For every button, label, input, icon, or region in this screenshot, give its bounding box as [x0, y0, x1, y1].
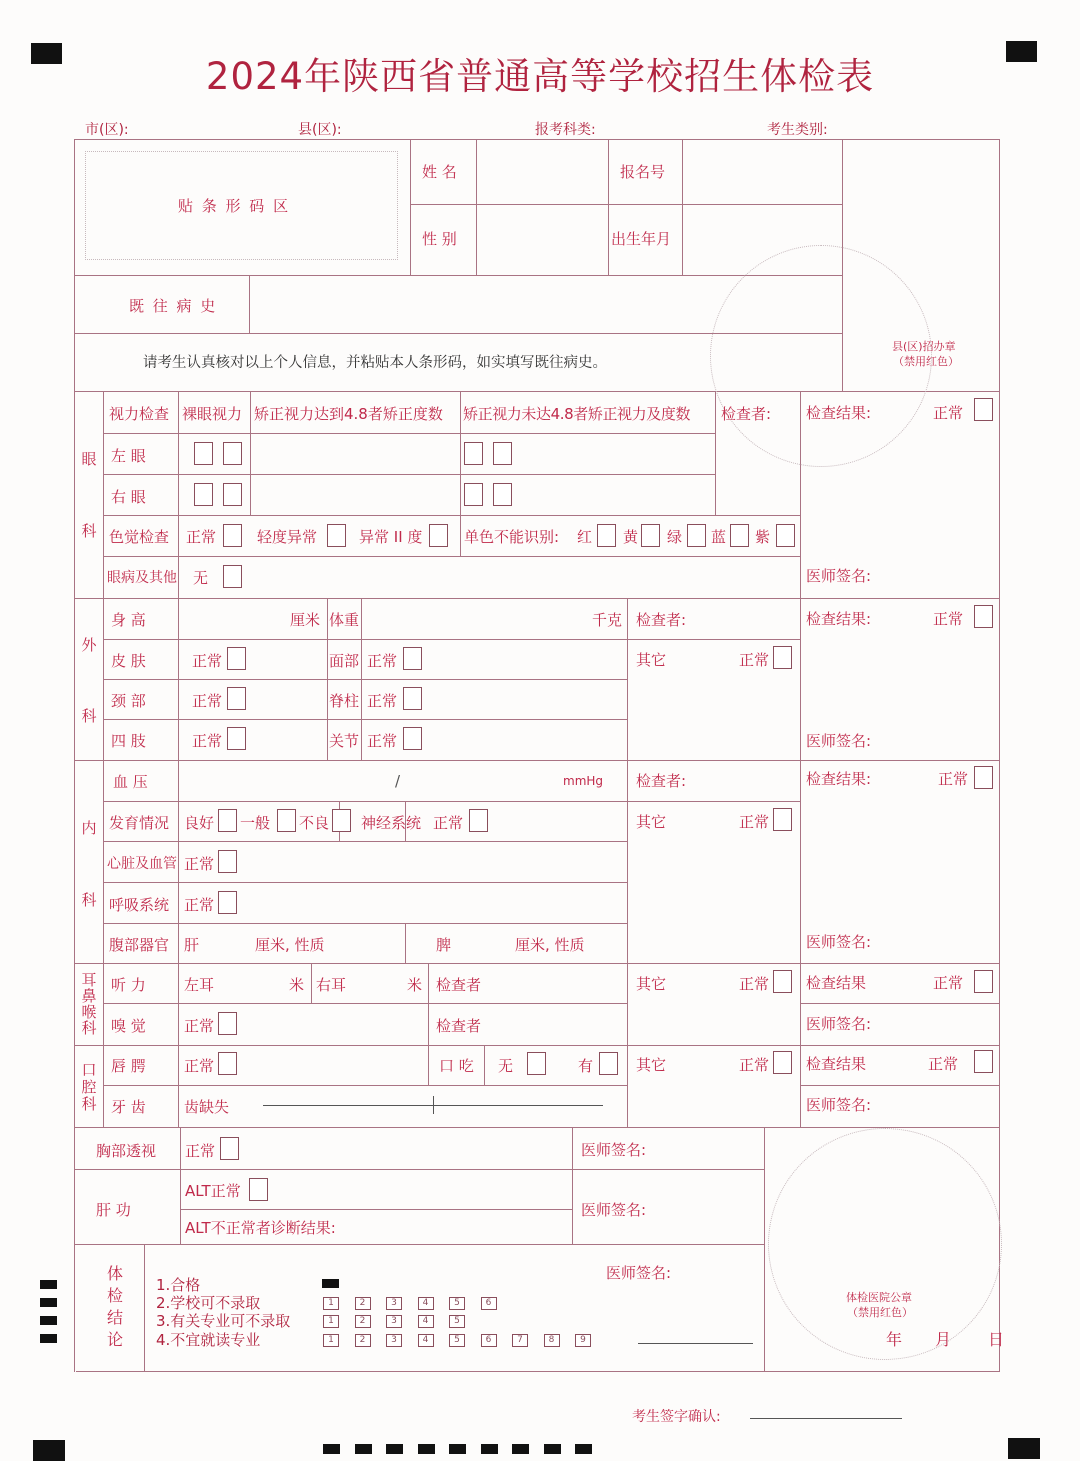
- mono-color-label: 单色不能识别:: [464, 528, 560, 546]
- dept-char: 耳: [81, 971, 97, 989]
- ent-result-normal-checkbox[interactable]: [974, 970, 993, 993]
- hospital-seal-label: 体检医院公章: [846, 1291, 912, 1304]
- right-eye-label: 右 眼: [111, 488, 146, 506]
- liver-function-label: 肝 功: [96, 1201, 131, 1219]
- oral-other-normal-checkbox[interactable]: [773, 1051, 792, 1074]
- weight-field[interactable]: [363, 600, 589, 638]
- dev-poor-label: 不良: [299, 814, 330, 832]
- conclusion-option-box[interactable]: 1: [323, 1334, 339, 1347]
- surgery-row-right-normal-checkbox[interactable]: [403, 647, 422, 670]
- dept-char: 检: [106, 1286, 123, 1305]
- smell-normal-label: 正常: [184, 1017, 215, 1035]
- color-abnormal2-checkbox[interactable]: [429, 524, 448, 547]
- right-eye-naked-digit1[interactable]: [194, 483, 213, 506]
- city-label: 市(区):: [85, 122, 129, 138]
- internal-other-normal-label: 正常: [739, 813, 770, 831]
- timing-mark-left-2: [40, 1298, 57, 1307]
- conclusion-option-box[interactable]: 8: [544, 1334, 560, 1347]
- surgery-row-normal-checkbox[interactable]: [227, 687, 246, 710]
- timing-mark-bottom: [449, 1444, 466, 1454]
- dept-char: 腔: [81, 1078, 97, 1096]
- development-label: 发育情况: [109, 814, 170, 832]
- ent-other-label: 其它: [636, 975, 667, 993]
- surgery-row-right-normal-label: 正常: [367, 692, 398, 710]
- right-eye-corrected-digit1[interactable]: [464, 483, 483, 506]
- chest-normal-label: 正常: [185, 1142, 216, 1160]
- surgery-row-right-label: 面部: [329, 652, 360, 670]
- lip-palate-normal-checkbox[interactable]: [218, 1052, 237, 1075]
- color-abnormal2-label: 异常 II 度: [359, 528, 423, 546]
- conclusion-option-box[interactable]: 1: [323, 1297, 339, 1310]
- right-ear-label: 右耳: [316, 976, 347, 994]
- color-yellow-label: 黄: [623, 528, 639, 546]
- conclusion-option-box[interactable]: 3: [386, 1297, 402, 1310]
- left-ear-label: 左耳: [184, 976, 215, 994]
- color-blue-checkbox[interactable]: [730, 524, 749, 547]
- hearing-label: 听 力: [111, 976, 146, 994]
- conclusion-option-box[interactable]: 6: [481, 1297, 497, 1310]
- conclusion-option-box[interactable]: 4: [418, 1334, 434, 1347]
- timing-mark-bottom: [323, 1444, 340, 1454]
- surgery-examiner-label: 检查者:: [636, 611, 687, 629]
- respiratory-normal-label: 正常: [184, 896, 215, 914]
- conclusion-item-label: 1.合格: [156, 1276, 201, 1294]
- left-eye-corrected-digit1[interactable]: [464, 442, 483, 465]
- color-blue-label: 蓝: [711, 528, 727, 546]
- county-seal-label: 县(区)招办章: [892, 340, 956, 353]
- ent-result-normal-label: 正常: [933, 974, 964, 992]
- ent-doctor-sign-label: 医师签名:: [806, 1015, 872, 1033]
- color-yellow-checkbox[interactable]: [641, 524, 660, 547]
- hospital-seal-note: （禁用红色）: [847, 1306, 913, 1319]
- qualified-filled-mark[interactable]: [322, 1279, 339, 1288]
- name-label: 姓 名: [422, 163, 457, 181]
- conclusion-option-box[interactable]: 9: [575, 1334, 591, 1347]
- height-unit: 厘米: [290, 611, 321, 629]
- ent-other-normal-checkbox[interactable]: [773, 970, 792, 993]
- eye-result-normal-checkbox[interactable]: [974, 398, 993, 421]
- heart-normal-label: 正常: [184, 855, 215, 873]
- dept-char: 科: [81, 1019, 97, 1037]
- internal-examiner-label: 检查者:: [636, 772, 687, 790]
- surgery-other-label: 其它: [636, 651, 667, 669]
- left-eye-label: 左 眼: [111, 447, 146, 465]
- left-ear-unit: 米: [289, 976, 305, 994]
- hearing-examiner-label: 检查者: [436, 976, 482, 994]
- chest-normal-checkbox[interactable]: [220, 1137, 239, 1160]
- right-eye-corrected-digit2[interactable]: [493, 483, 512, 506]
- corrected-reach-header: 矫正视力达到4.8者矫正度数: [254, 405, 443, 423]
- spleen-label: 脾: [436, 936, 452, 954]
- eye-dept-label-2: 科: [81, 522, 97, 540]
- eye-disease-none-checkbox[interactable]: [223, 565, 242, 588]
- stutter-yes-label: 有: [578, 1057, 594, 1075]
- nervous-normal-label: 正常: [433, 814, 464, 832]
- surgery-row-right-normal-checkbox[interactable]: [403, 687, 422, 710]
- color-red-checkbox[interactable]: [597, 524, 616, 547]
- nervous-label: 神经系统: [361, 814, 422, 832]
- exam-category-label: 报考科类:: [535, 122, 596, 138]
- conclusion-item-label: 4.不宜就读专业: [156, 1331, 261, 1349]
- internal-dept-label-2: 科: [81, 891, 97, 909]
- internal-doctor-sign-label: 医师签名:: [806, 933, 872, 951]
- eye-result-normal-label: 正常: [933, 404, 964, 422]
- stutter-label: 口 吃: [439, 1057, 474, 1075]
- weight-unit: 千克: [592, 611, 623, 629]
- left-eye-corrected-digit2[interactable]: [493, 442, 512, 465]
- medical-history-label: 既 往 病 史: [129, 297, 218, 315]
- surgery-row-normal-checkbox[interactable]: [227, 647, 246, 670]
- conclusion-option-box[interactable]: 6: [481, 1334, 497, 1347]
- internal-result-normal-checkbox[interactable]: [974, 766, 993, 789]
- oral-result-normal-checkbox[interactable]: [974, 1050, 993, 1073]
- eye-dept-label-1: 眼: [81, 450, 97, 468]
- corrected-not-reach-header: 矫正视力未达4.8者矫正视力及度数: [463, 405, 691, 423]
- surgery-dept-label-1: 外: [81, 636, 97, 654]
- missing-teeth-chart[interactable]: [263, 1090, 603, 1120]
- alt-normal-checkbox[interactable]: [249, 1178, 268, 1201]
- oral-result-label: 检查结果: [806, 1055, 867, 1073]
- eye-disease-label: 眼病及其他: [107, 570, 177, 586]
- reg-no-label: 报名号: [620, 163, 666, 181]
- smell-examiner-label: 检查者: [436, 1017, 482, 1035]
- candidate-type-label: 考生类别:: [767, 122, 828, 138]
- abdomen-label: 腹部器官: [109, 936, 170, 954]
- conclusion-option-box[interactable]: 4: [418, 1297, 434, 1310]
- conclusion-option-box[interactable]: 2: [355, 1297, 371, 1310]
- chest-doctor-sign-label: 医师签名:: [581, 1141, 647, 1159]
- surgery-result-normal-label: 正常: [933, 610, 964, 628]
- liver-doctor-sign-label: 医师签名:: [581, 1201, 647, 1219]
- respiratory-normal-checkbox[interactable]: [218, 891, 237, 914]
- color-purple-checkbox[interactable]: [776, 524, 795, 547]
- color-green-checkbox[interactable]: [687, 524, 706, 547]
- conclusion-option-box[interactable]: 5: [449, 1334, 465, 1347]
- liver-unit-nature: 厘米, 性质: [255, 936, 325, 954]
- eye-doctor-sign-label: 医师签名:: [806, 567, 872, 585]
- timing-mark-bottom-left: [33, 1440, 65, 1461]
- dept-char: 科: [81, 1095, 97, 1113]
- conclusion-label: [106, 1263, 124, 1351]
- surgery-row-label: 皮 肤: [111, 652, 146, 670]
- gender-field[interactable]: [478, 206, 606, 273]
- gender-label: 性 别: [422, 230, 457, 248]
- surgery-row-right-normal-label: 正常: [367, 732, 398, 750]
- conclusion-option-box[interactable]: 3: [386, 1315, 402, 1328]
- conclusion-option-box[interactable]: 4: [418, 1315, 434, 1328]
- left-eye-corrected-degree-field[interactable]: [252, 435, 458, 473]
- timing-mark-bottom-right: [1008, 1438, 1040, 1459]
- oral-doctor-sign-label: 医师签名:: [806, 1096, 872, 1114]
- dev-good-label: 良好: [184, 814, 215, 832]
- conclusion-doctor-sign-label: 医师签名:: [606, 1264, 672, 1282]
- heart-label: 心脏及血管: [107, 856, 177, 872]
- nervous-normal-checkbox[interactable]: [469, 809, 488, 832]
- surgery-row-normal-label: 正常: [192, 692, 223, 710]
- notice-text: 请考生认真核对以上个人信息，并粘贴本人条形码，如实填写既往病史。: [143, 355, 607, 371]
- surgery-row-right-normal-label: 正常: [367, 652, 398, 670]
- surgery-result-normal-checkbox[interactable]: [974, 605, 993, 628]
- oral-result-normal-label: 正常: [928, 1055, 959, 1073]
- surgery-other-normal-label: 正常: [739, 651, 770, 669]
- stutter-none-checkbox[interactable]: [527, 1052, 546, 1075]
- form-title: 2024年陕西省普通高等学校招生体检表: [205, 55, 875, 98]
- dept-char: 论: [106, 1330, 123, 1349]
- height-label: 身 高: [111, 611, 146, 629]
- internal-other-normal-checkbox[interactable]: [773, 808, 792, 831]
- conclusion-option-box[interactable]: 5: [449, 1315, 465, 1328]
- surgery-dept-label-2: 科: [81, 707, 97, 725]
- conclusion-item-label: 2.学校可不录取: [156, 1294, 261, 1312]
- weight-label: 体重: [329, 611, 360, 629]
- bp-separator: /: [395, 772, 401, 790]
- internal-result-normal-label: 正常: [938, 770, 969, 788]
- missing-teeth-label: 齿缺失: [184, 1098, 230, 1116]
- timing-mark-bottom: [575, 1444, 592, 1454]
- birth-label: 出生年月: [611, 230, 672, 248]
- stutter-yes-checkbox[interactable]: [599, 1052, 618, 1075]
- height-field[interactable]: [180, 600, 288, 638]
- internal-dept-label-1: 内: [81, 819, 97, 837]
- color-normal-label: 正常: [186, 528, 217, 546]
- stutter-none-label: 无: [498, 1057, 514, 1075]
- color-mild-checkbox[interactable]: [327, 524, 346, 547]
- alt-abnormal-label: ALT不正常者诊断结果:: [185, 1219, 336, 1237]
- timing-mark-bottom: [386, 1444, 403, 1454]
- conclusion-option-box[interactable]: 1: [323, 1315, 339, 1328]
- oral-dept-label: [80, 1062, 98, 1113]
- bp-label: 血 压: [113, 773, 148, 791]
- oral-other-normal-label: 正常: [739, 1056, 770, 1074]
- color-mild-label: 轻度异常: [257, 528, 318, 546]
- dev-average-checkbox[interactable]: [277, 809, 296, 832]
- surgery-doctor-sign-label: 医师签名:: [806, 732, 872, 750]
- hospital-seal-area: [768, 1128, 1005, 1360]
- dev-poor-checkbox[interactable]: [332, 809, 351, 832]
- internal-result-label: 检查结果:: [806, 770, 872, 788]
- conclusion-option-box[interactable]: 2: [355, 1334, 371, 1347]
- timing-mark-bottom: [544, 1444, 561, 1454]
- timing-mark-left-4: [40, 1334, 57, 1343]
- county-label: 县(区):: [298, 122, 342, 138]
- right-eye-corrected-degree-field[interactable]: [252, 476, 458, 514]
- surgery-row-normal-label: 正常: [192, 732, 223, 750]
- dept-char: 鼻: [81, 987, 97, 1005]
- dept-char: 结: [106, 1308, 123, 1327]
- surgery-row-right-label: 脊柱: [329, 692, 360, 710]
- smell-label: 嗅 觉: [111, 1017, 146, 1035]
- timing-mark-left-3: [40, 1316, 57, 1325]
- timing-mark-bottom: [481, 1444, 498, 1454]
- heart-normal-checkbox[interactable]: [218, 850, 237, 873]
- color-purple-label: 紫: [755, 528, 771, 546]
- ent-dept-label: [80, 972, 98, 1036]
- dept-char: 喉: [81, 1003, 97, 1021]
- spleen-size-field[interactable]: [455, 926, 510, 960]
- left-ear-field[interactable]: [218, 966, 288, 1000]
- medical-history-field[interactable]: [251, 277, 840, 332]
- date-day-label: 日: [988, 1330, 1005, 1349]
- surgery-row-label: 四 肢: [111, 732, 146, 750]
- respiratory-label: 呼吸系统: [109, 896, 170, 914]
- dev-average-label: 一般: [240, 814, 271, 832]
- color-check-label: 色觉检查: [109, 528, 170, 546]
- dept-char: 体: [106, 1264, 123, 1283]
- surgery-row-label: 颈 部: [111, 692, 146, 710]
- color-green-label: 绿: [667, 528, 683, 546]
- naked-vision-header: 裸眼视力: [182, 405, 243, 423]
- bp-systolic-field[interactable]: [180, 762, 390, 800]
- color-normal-checkbox[interactable]: [223, 524, 242, 547]
- lip-palate-label: 唇 腭: [111, 1057, 146, 1075]
- timing-mark-left-1: [40, 1280, 57, 1289]
- conclusion-option-box[interactable]: 5: [449, 1297, 465, 1310]
- chest-xray-label: 胸部透视: [96, 1142, 157, 1160]
- bp-unit: mmHg: [563, 774, 604, 788]
- right-ear-unit: 米: [407, 976, 423, 994]
- oral-other-label: 其它: [636, 1056, 667, 1074]
- surgery-result-label: 检查结果:: [806, 610, 872, 628]
- liver-size-field[interactable]: [200, 926, 252, 960]
- name-field[interactable]: [478, 141, 606, 203]
- vision-check-label: 视力检查: [109, 405, 170, 423]
- barcode-area-label: 贴 条 形 码 区: [178, 197, 291, 215]
- candidate-sign-label: 考生签字确认:: [632, 1409, 721, 1425]
- surgery-row-right-normal-checkbox[interactable]: [403, 727, 422, 750]
- lip-palate-normal-label: 正常: [184, 1057, 215, 1075]
- reg-no-field[interactable]: [684, 141, 840, 203]
- eye-disease-none-label: 无: [193, 569, 209, 587]
- conclusion-option-box[interactable]: 2: [355, 1315, 371, 1328]
- timing-mark-bottom: [418, 1444, 435, 1454]
- surgery-row-normal-checkbox[interactable]: [227, 727, 246, 750]
- conclusion-option-box[interactable]: 3: [386, 1334, 402, 1347]
- surgery-other-normal-checkbox[interactable]: [773, 646, 792, 669]
- county-seal-note: （禁用红色）: [893, 355, 959, 368]
- dev-good-checkbox[interactable]: [218, 809, 237, 832]
- conclusion-item-label: 3.有关专业可不录取: [156, 1312, 291, 1330]
- ent-other-normal-label: 正常: [739, 975, 770, 993]
- eye-examiner-label: 检查者:: [721, 405, 772, 423]
- timing-mark-bottom: [355, 1444, 372, 1454]
- birth-field[interactable]: [684, 206, 840, 273]
- dept-char: 口: [81, 1061, 97, 1079]
- right-eye-naked-digit2[interactable]: [223, 483, 242, 506]
- internal-other-label: 其它: [636, 813, 667, 831]
- spleen-unit-nature: 厘米, 性质: [515, 936, 585, 954]
- bp-diastolic-field[interactable]: [410, 762, 560, 800]
- left-eye-naked-digit1[interactable]: [194, 442, 213, 465]
- ent-result-label: 检查结果: [806, 974, 867, 992]
- date-year-label: 年: [886, 1330, 903, 1349]
- left-eye-naked-digit2[interactable]: [223, 442, 242, 465]
- color-red-label: 红: [577, 528, 593, 546]
- alt-normal-label: ALT正常: [185, 1182, 241, 1200]
- surgery-row-right-label: 关节: [329, 732, 360, 750]
- candidate-sign-field[interactable]: [750, 1400, 902, 1418]
- liver-label: 肝: [184, 936, 200, 954]
- right-ear-field[interactable]: [350, 966, 405, 1000]
- timing-mark-bottom: [512, 1444, 529, 1454]
- date-month-label: 月: [935, 1330, 952, 1349]
- surgery-row-normal-label: 正常: [192, 652, 223, 670]
- smell-normal-checkbox[interactable]: [218, 1012, 237, 1035]
- conclusion-option-box[interactable]: 7: [512, 1334, 528, 1347]
- eye-result-label: 检查结果:: [806, 404, 872, 422]
- teeth-label: 牙 齿: [111, 1098, 146, 1116]
